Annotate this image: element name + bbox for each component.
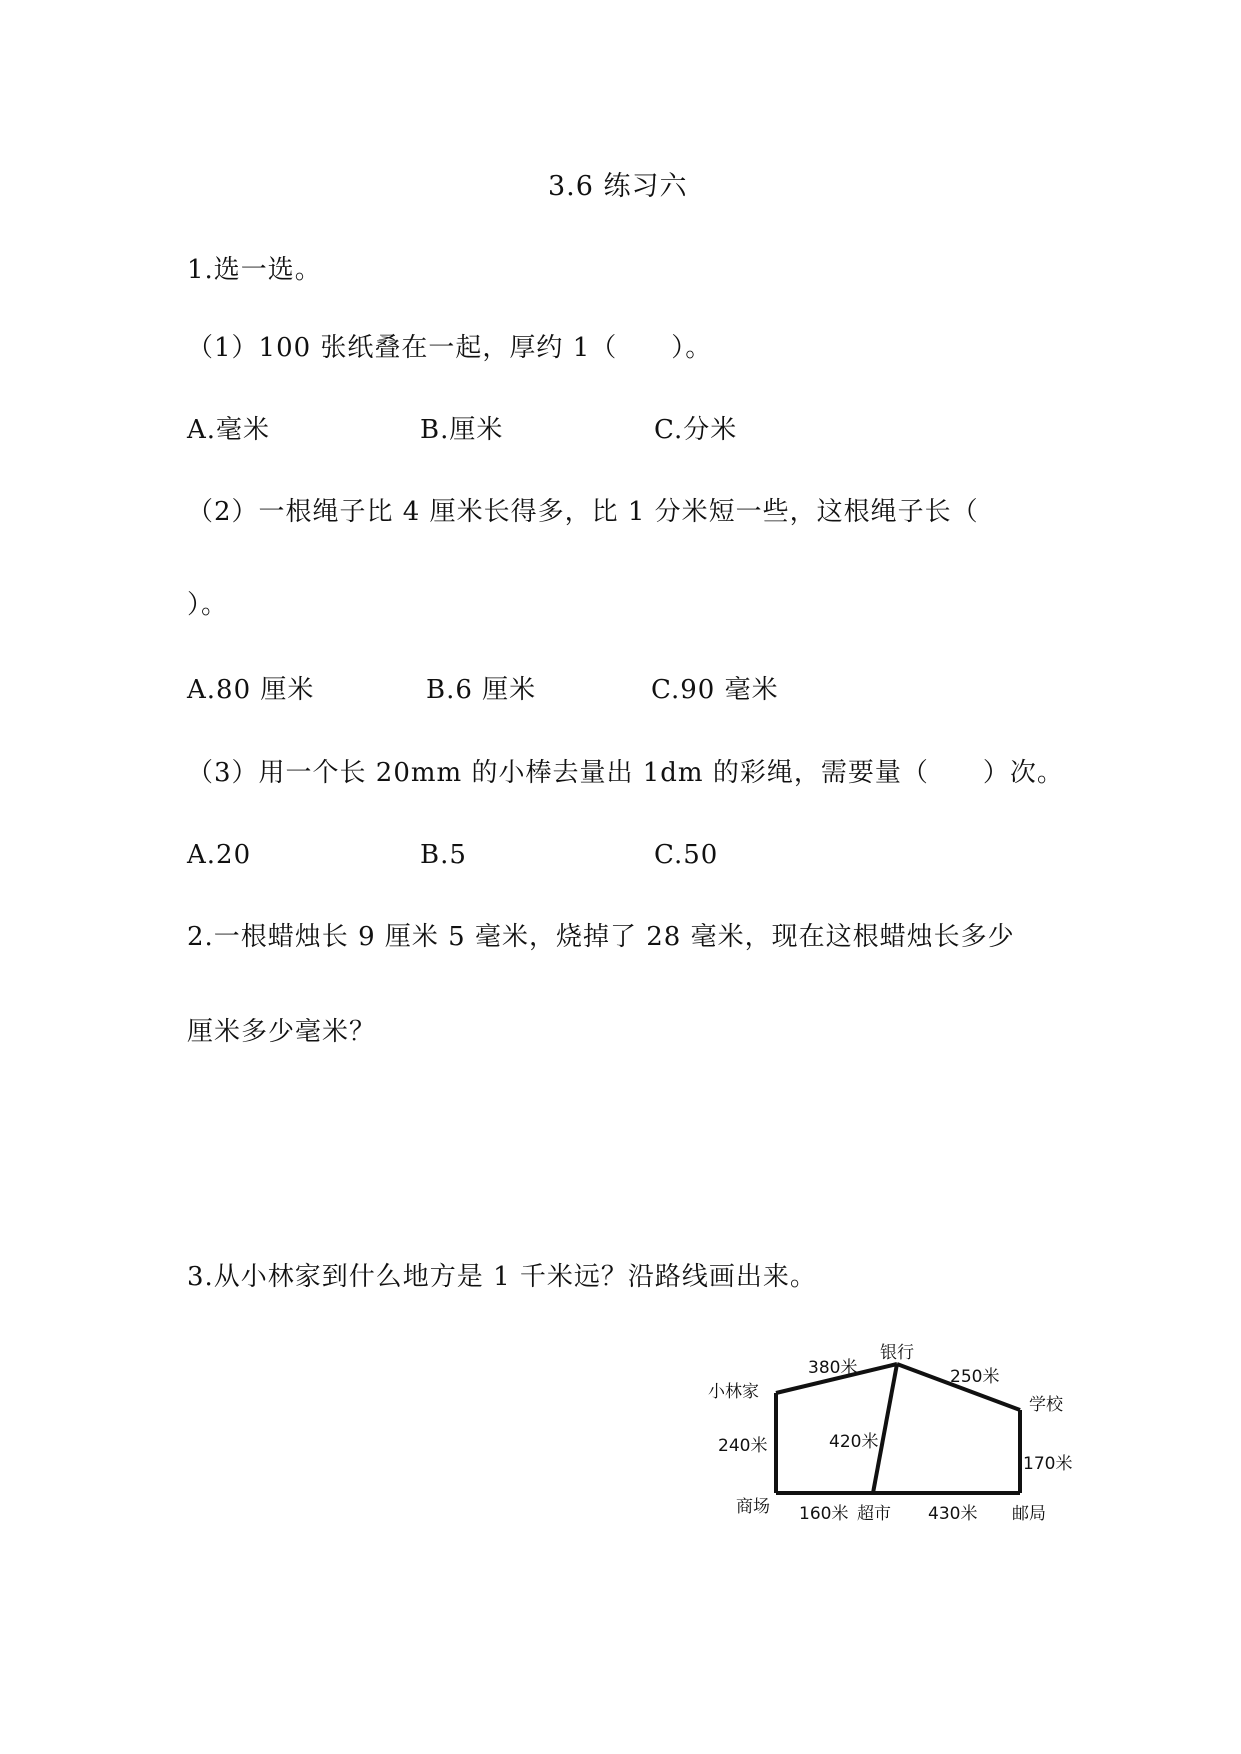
place-market: 超市	[857, 1504, 891, 1524]
q1-sub1-option-a: A.毫米	[187, 415, 271, 445]
distance-bank-school: 250米	[950, 1367, 1000, 1387]
q1-sub1-option-b: B.厘米	[420, 415, 504, 445]
q1-sub1-stem: （1）100 张纸叠在一起，厚约 1（ ）。	[187, 333, 713, 363]
distance-home-mall: 240米	[718, 1436, 768, 1456]
place-home: 小林家	[708, 1382, 759, 1402]
q1-sub2-stem-line2: ）。	[187, 590, 229, 620]
q1-sub3-option-c: C.50	[654, 840, 719, 870]
place-post: 邮局	[1012, 1504, 1046, 1524]
distance-home-bank: 380米	[808, 1358, 858, 1378]
road-bank-market	[873, 1364, 897, 1493]
q1-sub3-option-b: B.5	[420, 840, 467, 870]
q1-sub3-stem: （3）用一个长 20mm 的小棒去量出 1dm 的彩绳，需要量（ ）次。	[187, 758, 1064, 788]
q1-sub2-option-c: C.90 毫米	[651, 675, 779, 705]
q3-text: 3.从小林家到什么地方是 1 千米远？沿路线画出来。	[187, 1262, 817, 1292]
distance-school-post: 170米	[1023, 1454, 1073, 1474]
q1-sub2-option-b: B.6 厘米	[426, 675, 537, 705]
q2-text-line2: 厘米多少毫米？	[187, 1017, 377, 1047]
q1-heading: 1.选一选。	[187, 255, 322, 285]
place-mall: 商场	[736, 1497, 770, 1517]
q1-sub2-option-a: A.80 厘米	[187, 675, 315, 705]
page-title: 3.6 练习六	[548, 171, 688, 202]
place-bank: 银行	[880, 1343, 914, 1363]
place-school: 学校	[1029, 1395, 1063, 1415]
q1-sub3-option-a: A.20	[187, 840, 252, 870]
q1-sub2-stem-line1: （2）一根绳子比 4 厘米长得多，比 1 分米短一些，这根绳子长（	[187, 497, 979, 527]
q2-text-line1: 2.一根蜡烛长 9 厘米 5 毫米，烧掉了 28 毫米，现在这根蜡烛长多少	[187, 922, 1015, 952]
distance-market-post: 430米	[928, 1504, 978, 1524]
q1-sub1-option-c: C.分米	[654, 415, 738, 445]
distance-mall-market: 160米	[799, 1504, 849, 1524]
distance-bank-market: 420米	[829, 1432, 879, 1452]
